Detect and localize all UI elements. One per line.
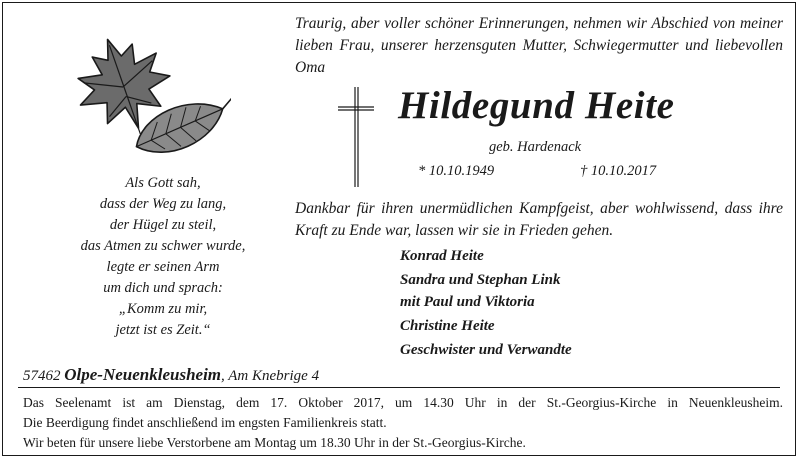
gratitude-text: Dankbar für ihren unermüdlichen Kampfgeist, aber wohlwissend, dass ihre Kraft zu Ende war, lassen wir sie in Frieden gehen. xyxy=(295,200,783,239)
poem-line: dass der Weg zu lang, xyxy=(99,196,227,212)
service-line: Das Seelenamt ist am Dienstag, dem 17. Oktober 2017, um 14.30 Uhr in der St.-Georgius-Kirche in Neuenkleusheim. xyxy=(23,395,783,410)
service-line: Die Beerdigung findet anschließend im engsten Familienkreis statt. xyxy=(23,415,387,430)
mourner-name: Konrad Heite xyxy=(400,248,484,264)
street: , Am Knebrige 4 xyxy=(221,368,320,384)
poem-line: Als Gott sah, xyxy=(125,175,201,191)
deceased-name: Hildegund Heite xyxy=(398,84,675,127)
obituary-notice xyxy=(2,2,796,456)
service-line: Wir beten für unsere liebe Verstorbene am Montag um 18.30 Uhr in der St.-Georgius-Kirche. xyxy=(23,435,526,450)
autumn-leaves-icon xyxy=(61,29,231,169)
cross-icon xyxy=(336,85,376,189)
death-date: † 10.10.2017 xyxy=(580,163,657,179)
poem-line: legte er seinen Arm xyxy=(106,259,220,275)
postcode: 57462 xyxy=(23,368,61,384)
service-details xyxy=(23,393,783,453)
poem-line: um dich und sprach: xyxy=(103,280,223,296)
address xyxy=(23,365,319,385)
maiden-name: geb. Hardenack xyxy=(489,139,582,155)
mourner-name: mit Paul und Viktoria xyxy=(400,294,535,310)
place-name: Olpe-Neuenkleusheim xyxy=(64,365,222,384)
mourner-name: Sandra und Stephan Link xyxy=(400,272,561,288)
mourners-list xyxy=(400,245,572,361)
poem xyxy=(43,173,283,341)
poem-line: jetzt ist es Zeit.“ xyxy=(115,322,211,338)
divider xyxy=(18,387,780,388)
poem-line: der Hügel zu steil, xyxy=(109,217,217,233)
poem-line: das Atmen zu schwer wurde, xyxy=(80,238,246,254)
poem-line: „Komm zu mir, xyxy=(118,301,208,317)
birth-date: * 10.10.1949 xyxy=(418,163,495,179)
mourner-name: Geschwister und Verwandte xyxy=(400,342,572,358)
mourner-name: Christine Heite xyxy=(400,318,495,334)
intro-text: Traurig, aber voller schöner Erinnerungen, nehmen wir Abschied von meiner lieben Frau, unserer herzensguten Mutter, Schwiegermutter und liebevollen Oma xyxy=(295,15,783,76)
